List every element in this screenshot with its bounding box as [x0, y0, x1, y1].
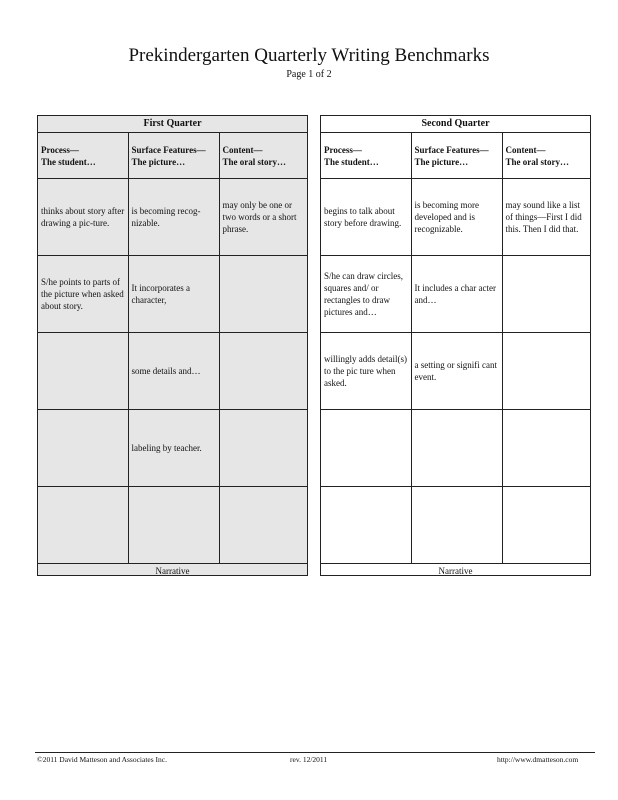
table-cell	[38, 333, 128, 410]
column-header-row	[321, 133, 590, 179]
table-cell	[502, 333, 590, 410]
table-cell: may sound like a list of things—First I did this. Then I did that.	[502, 179, 590, 256]
table-cell	[219, 410, 307, 487]
table-cell	[128, 487, 219, 564]
column-header-row	[38, 133, 307, 179]
table-row	[321, 410, 590, 487]
table-cell	[502, 410, 590, 487]
second-quarter-table	[320, 115, 591, 576]
column-header-process: Process— The student…	[321, 133, 411, 179]
table-cell	[219, 487, 307, 564]
column-header-surface-features: Surface Features— The picture…	[411, 133, 502, 179]
benchmark-grid	[321, 133, 590, 564]
column-header-content: Content— The oral story…	[219, 133, 307, 179]
table-cell: may only be one or two words or a short phrase.	[219, 179, 307, 256]
copyright-text: ©2011 David Matteson and Associates Inc.	[37, 755, 167, 764]
website-link[interactable]: http://www.dmatteson.com	[497, 755, 579, 764]
column-header-process: Process— The student…	[38, 133, 128, 179]
table-row	[38, 179, 307, 256]
table-cell: begins to talk about story before drawing.	[321, 179, 411, 256]
table-row	[321, 487, 590, 564]
table-row	[321, 333, 590, 410]
table-cell: It incorporates a character,	[128, 256, 219, 333]
table-cell	[38, 487, 128, 564]
table-cell: a setting or signifi cant event.	[411, 333, 502, 410]
table-cell: S/he points to parts of the picture when asked about story.	[38, 256, 128, 333]
first-quarter-table	[37, 115, 308, 576]
table-cell	[38, 410, 128, 487]
table-cell	[411, 487, 502, 564]
table-row	[321, 256, 590, 333]
table-row	[38, 333, 307, 410]
table-cell: S/he can draw circles, squares and/ or rectangles to draw pictures and…	[321, 256, 411, 333]
table-cell: labeling by teacher.	[128, 410, 219, 487]
table-cell: is becoming more developed and is recognizable.	[411, 179, 502, 256]
column-header-content: Content— The oral story…	[502, 133, 590, 179]
benchmark-grid	[38, 133, 307, 564]
table-cell: It includes a char acter and…	[411, 256, 502, 333]
table-cell: some details and…	[128, 333, 219, 410]
table-row	[38, 256, 307, 333]
table-row	[38, 487, 307, 564]
table-cell	[219, 256, 307, 333]
table-cell	[502, 256, 590, 333]
page-title: Prekindergarten Quarterly Writing Benchmarks	[128, 45, 490, 66]
table-cell	[321, 410, 411, 487]
table-cell	[321, 487, 411, 564]
table-cell	[502, 487, 590, 564]
genre-label: Narrative	[438, 566, 473, 576]
table-cell: willingly adds detail(s) to the pic ture when asked.	[321, 333, 411, 410]
table-cell	[411, 410, 502, 487]
quarter-heading: Second Quarter	[321, 116, 590, 133]
genre-label: Narrative	[155, 566, 190, 576]
table-row	[321, 179, 590, 256]
table-cell	[219, 333, 307, 410]
table-row	[38, 410, 307, 487]
footer-divider	[35, 752, 595, 753]
table-cell: thinks about story after drawing a pic-ture.	[38, 179, 128, 256]
table-cell: is becoming recog-nizable.	[128, 179, 219, 256]
page-number: Page 1 of 2	[286, 69, 332, 80]
revision-text: rev. 12/2011	[290, 755, 328, 764]
column-header-surface-features: Surface Features— The picture…	[128, 133, 219, 179]
quarter-heading: First Quarter	[38, 116, 307, 133]
